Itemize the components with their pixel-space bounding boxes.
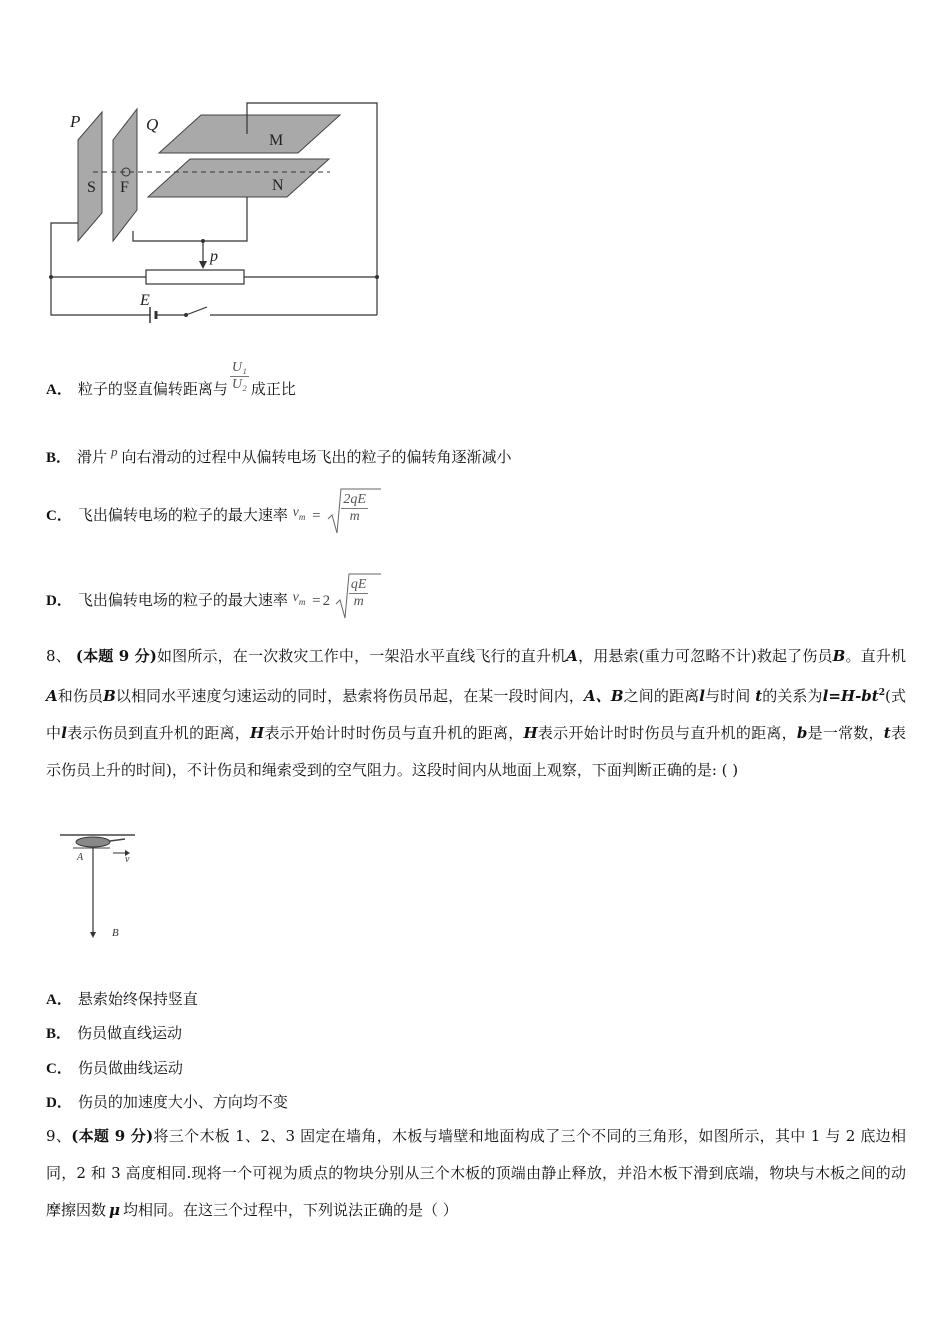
option-letter: D． — [46, 593, 72, 609]
plate-q — [113, 109, 137, 241]
label-s: S — [87, 179, 96, 196]
question-score: (本题 9 分) — [71, 1127, 154, 1145]
option-letter: C． — [46, 508, 72, 524]
sqrt-expression: $\frac{2qE}{m}$ — [327, 507, 368, 525]
casualty-b-icon — [90, 932, 96, 938]
helicopter-body-icon — [76, 837, 110, 847]
junction-slider — [201, 239, 205, 243]
option-c: C． 飞出偏转电场的粒子的最大速率 $v_m$ = $\frac{2qE}{m}$ — [46, 504, 368, 525]
circuit-diagram — [40, 95, 390, 330]
question-number: 8、 — [46, 647, 71, 665]
question-number: 9、 — [46, 1127, 72, 1145]
option-d: D． 飞出偏转电场的粒子的最大速率 $v_m = 2$ $\frac{qE}{m}$ — [46, 589, 368, 610]
switch-icon — [186, 307, 207, 315]
label-q-plate: Q — [146, 115, 159, 134]
q8-option-c: C． 伤员做曲线运动 — [46, 1059, 183, 1077]
label-a: A — [77, 852, 84, 863]
label-n: N — [272, 177, 284, 194]
question-8: 8、 (本题 9 分)如图所示，在一次救灾工作中，一架沿水平直线飞行的直升机A，用悬索(重力可忽略不计)救起了伤员B。直升机A和伤员B以相同水平速度匀速运动的同时，悬索将伤员吊起，在某一段时间内，A、B之间的距离l与时间 t的关系为$l=H-bt^2$(式中l表示伤员到直升机的距离，H表示开始计时时伤员与直升机的距离，H表示开始计时时伤员与直升机的距离，b是一常数，t表示伤员上升的时间)，不计伤员和绳索受到的空气阻力。这段时间内从地面上观察，下面判断正确的是: ( ) — [46, 647, 906, 779]
plate-p — [78, 112, 102, 241]
helicopter-tail — [110, 839, 125, 841]
plate-n — [148, 159, 329, 197]
option-a — [46, 359, 296, 399]
rheostat — [146, 270, 244, 284]
wire-n-bottom — [133, 197, 247, 241]
label-b: B — [112, 927, 119, 939]
label-e: E — [140, 292, 150, 309]
wire-p-left — [51, 223, 150, 315]
label-slider-p: p — [210, 248, 218, 265]
question-score: (本题 9 分) — [75, 647, 157, 665]
plate-m — [159, 115, 340, 153]
math-vm: $v_m$ — [292, 505, 306, 522]
option-text-after: 成正比 — [250, 380, 296, 398]
math-p: p — [111, 444, 118, 459]
sqrt-sign — [327, 487, 381, 537]
question-9: 9、(本题 9 分)将三个木板 1、2、3 固定在墙角，木板与墙壁和地面构成了三个不同的三角形，如图所示，其中 1 与 2 底边相同，2 和 3 高度相同.现将一个可视为质点的物块分别从三个木板的顶端由静止释放，并沿木板下滑到底端，物块与木板之间的动摩擦因数 μ 均相同。在这三个过程中，下列说法正确的是（ ） — [46, 1127, 906, 1219]
q8-option-d: D． 伤员的加速度大小、方向均不变 — [46, 1093, 288, 1111]
q8-option-a: A． 悬索始终保持竖直 — [46, 990, 198, 1008]
junction-left — [49, 275, 53, 279]
option-letter: B． — [46, 450, 72, 466]
label-p-plate: P — [70, 112, 81, 131]
option-b: B． 滑片 p 向右滑动的过程中从偏转电场飞出的粒子的偏转角逐渐减小 — [46, 444, 512, 466]
label-v: v — [125, 854, 130, 865]
label-m: M — [269, 132, 284, 149]
math-vm: $v_m$ — [292, 590, 306, 607]
slider-arrow-icon — [199, 261, 207, 269]
fraction-u1-u2: $\frac{\text{U₁}}{\text{U₂}}$ — [231, 359, 247, 392]
option-letter: A． — [46, 382, 72, 398]
sqrt-sign — [335, 572, 381, 622]
q8-option-b: B． 伤员做直线运动 — [46, 1024, 183, 1042]
sqrt-expression: $\frac{qE}{m}$ — [335, 592, 369, 610]
helicopter-figure — [55, 830, 145, 945]
option-text: 粒子的竖直偏转距离与 — [77, 380, 228, 398]
label-f: F — [120, 179, 129, 196]
